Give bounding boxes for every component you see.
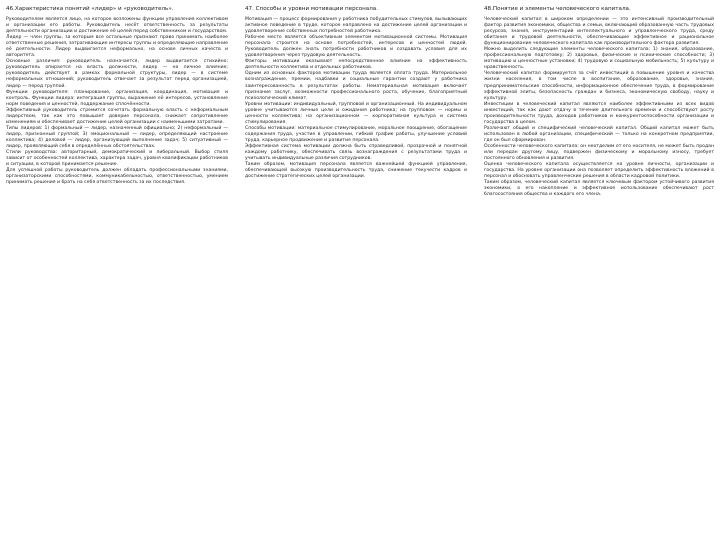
paragraph: Эффективная система мотивации должна быть справедливой, прозрачной и понятной каждому работнику, обеспечивать связь вознаграждения с результатами труда и учитывать индивидуальные различия сотрудников. [245,143,467,162]
paragraph: Таким образом, мотивация персонала является важнейшей функцией управления, обеспечивающей высокую производительность труда, снижение текучести кадров и достижение стратегических целей организации. [245,162,467,180]
column-3 [484,5,714,535]
paragraph: Эффективный руководитель стремится сочетать формальную власть с неформальным лидерством, так как это повышает доверие персонала, снижает сопротивление изменениям и обеспечивает достижение целей организации с наименьшими затратами. [6,107,228,125]
paragraph: Одним из основных факторов мотивации труда является оплата труда. Материальное вознаграждение, премии, надбавки и социальные гарантии создают у работника заинтересованность в результатах работы. Нематериальная мотивация включает признание заслуг, возможности профессионального роста, обучение, благоприятный психологический климат. [245,71,467,101]
paragraph: Человеческий капитал формируется за счёт инвестиций в повышение уровня и качества жизни населения, в том числе в воспитание, образование, здоровье, знания, предпринимательские способности, информационное обеспечение труда, в формирование эффективной элиты, безопасность граждан и бизнеса, экономическую свободу, науку и культуру. [484,71,714,101]
paragraph: Различают общий и специфический человеческий капитал. Общий капитал может быть использован в любой организации, специфический — только на конкретном предприятии, где он был сформирован. [484,125,714,143]
paragraph: Таким образом, человеческий капитал является ключевым фактором устойчивого развития экономики, а его накопление и эффективное использование обеспечивают рост благосостояния общества и каждого его члена. [484,180,714,198]
paragraph: Рабочее место является объективным элементом мотивационной системы. Мотивация персонала строится на основе потребностей, интересов и ценностей людей. Руководитель должен знать потребности работников и создавать условия для их удовлетворения через трудовую деятельность. [245,35,467,59]
paragraph: Мотивация — процесс формирования у работника побудительных стимулов, вызывающих активное поведение в труде, которое направлено на достижение целей организации и удовлетворение собственных потребностей работника. [245,17,467,35]
paragraph: Стили руководства: авторитарный, демократический и либеральный. Выбор стиля зависит от особенностей коллектива, характера задач, уровня квалификации работников и ситуации, в которой принимается решение. [6,150,228,168]
paragraph: Оценка человеческого капитала осуществляется на уровне личности, организации и государства. На уровне организации она позволяет определить эффективность вложений в персонал и обосновать управленческие решения в области кадровой политики. [484,162,714,180]
column-2 [245,5,467,535]
section-heading-47: 47. Способы и уровни мотивации персонала. [245,6,378,12]
paragraph: Лидер — член группы, за которым все остальные признают право принимать наиболее ответственные решения, затрагивающие интересы группы и определяющие направление её деятельности. Лидер выдвигается неформально, на основе личных качеств и авторитета. [6,35,228,59]
paragraph: Уровни мотивации: индивидуальный, групповой и организационный. На индивидуальном уровне учитываются личные цели и ожидания работника; на групповом — нормы и ценности коллектива; на организационном — корпоративная культура и система стимулирования. [245,101,467,125]
paragraph: Способы мотивации: материальное стимулирование, моральное поощрение, обогащение содержания труда, участие в управлении, гибкий график работы, улучшение условий труда, карьерное продвижение и развитие персонала. [245,125,467,143]
paragraph: Функции руководителя: планирование, организация, координация, мотивация и контроль. Функции лидера: интеграция группы, выражение её интересов, установление норм поведения и ценностей, поддержание сплочённости. [6,89,228,107]
paragraph: Инвестиции в человеческий капитал являются наиболее эффективными из всех видов инвестиций, так как дают отдачу в течение длительного времени и способствуют росту производительности труда, доходов работников и конкурентоспособности организации и государства в целом. [484,101,714,125]
paragraph: Человеческий капитал в широком определении — это интенсивный производительный фактор развития экономики, общества и семьи, включающий образованную часть трудовых ресурсов, знания, инструментарий интеллектуального и управленческого труда, среду обитания и трудовой деятельности, обеспечивающие эффективное и рациональное функционирование человеческого капитала как производительного фактора развития. [484,17,714,47]
section-heading-48: 48.Понятие и элементы человеческого капитала. [484,6,631,12]
paragraph: Основные различия: руководитель назначается, лидер выдвигается стихийно; руководитель опирается на власть должности, лидер — на личное влияние; руководитель действует в рамках формальной структуры, лидер — в системе неформальных отношений; руководитель отвечает за результат перед организацией, лидер — перед группой. [6,59,228,89]
paragraph: Для успешной работы руководитель должен обладать профессиональными знаниями, организаторскими способностями, коммуникабельностью, ответственностью, умением принимать решения и брать на себя ответственность за их последствия. [6,168,228,186]
column-1 [6,5,228,535]
paragraph: Типы лидеров: 1) формальный — лидер, назначенный официально; 2) неформальный — лидер, признанный группой; 3) эмоциональный — лидер, определяющий настроение коллектива; 4) деловой — лидер, организующий выполнение задач; 5) ситуативный — лидер, проявляющий себя в определённых обстоятельствах. [6,125,228,149]
section-heading-46: 46.Характеристика понятий «лидер» и «руководитель». [6,6,174,12]
paragraph: Руководителем является лицо, на которое возложены функции управления коллективом и организации его работы. Руководитель несёт ответственность за результаты деятельности организации и достижение её целей перед собственником и государством. [6,17,228,35]
paragraph: Факторы мотивации оказывают непосредственное влияние на эффективность деятельности коллектива и отдельных работников. [245,59,467,71]
paragraph: Особенности человеческого капитала: он неотделим от его носителя, не может быть продан или передан другому лицу, подвержен физическому и моральному износу, требует постоянного обновления и развития. [484,143,714,162]
paragraph: Можно выделить следующие элементы человеческого капитала: 1) знания, образование, профессиональную подготовку; 2) здоровье, физические и психические способности; 3) мотивацию и ценностные установки; 4) трудовую и социальную мобильность; 5) культуру и нравственность. [484,47,714,71]
